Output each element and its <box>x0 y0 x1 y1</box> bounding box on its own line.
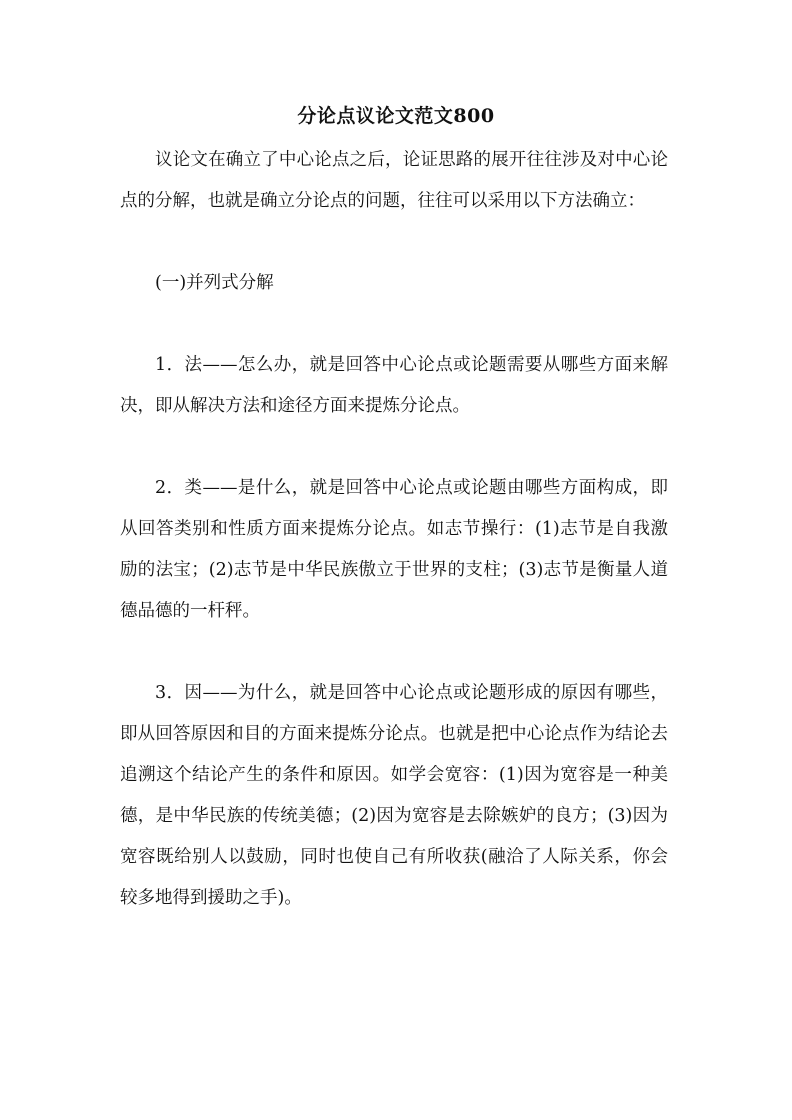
document-title: 分论点议论文范文800 <box>297 105 495 127</box>
point-3-paragraph: 3．因——为什么，就是回答中心论点或论题形成的原因有哪些，即从回答原因和目的方面来提炼分论点。也就是把中心论点作为结论去追溯这个结论产生的条件和原因。如学会宽容：(1)因为宽容是一种美德，是中华民族的传统美德；(2)因为宽容是去除嫉妒的良方；(3)因为宽容既给别人以鼓励，同时也使自己有所收获(融洽了人际关系，你会较多地得到援助之手)。 <box>120 683 668 908</box>
document-body <box>120 140 668 919</box>
paragraph-gap <box>120 632 668 673</box>
paragraph-gap <box>120 427 668 468</box>
paragraph-gap <box>120 304 668 345</box>
point-1-paragraph: 1．法——怎么办，就是回答中心论点或论题需要从哪些方面来解决，即从解决方法和途径方面来提炼分论点。 <box>120 355 668 416</box>
section-heading-parallel: (一)并列式分解 <box>155 273 274 293</box>
point-2-paragraph: 2．类——是什么，就是回答中心论点或论题由哪些方面构成，即从回答类别和性质方面来提炼分论点。如志节操行：(1)志节是自我激励的法宝；(2)志节是中华民族傲立于世界的支柱；(3)志节是衡量人道德品德的一杆秤。 <box>120 478 668 621</box>
intro-paragraph: 议论文在确立了中心论点之后，论证思路的展开往往涉及对中心论点的分解，也就是确立分论点的问题，往往可以采用以下方法确立： <box>120 150 668 211</box>
paragraph-gap <box>120 222 668 263</box>
